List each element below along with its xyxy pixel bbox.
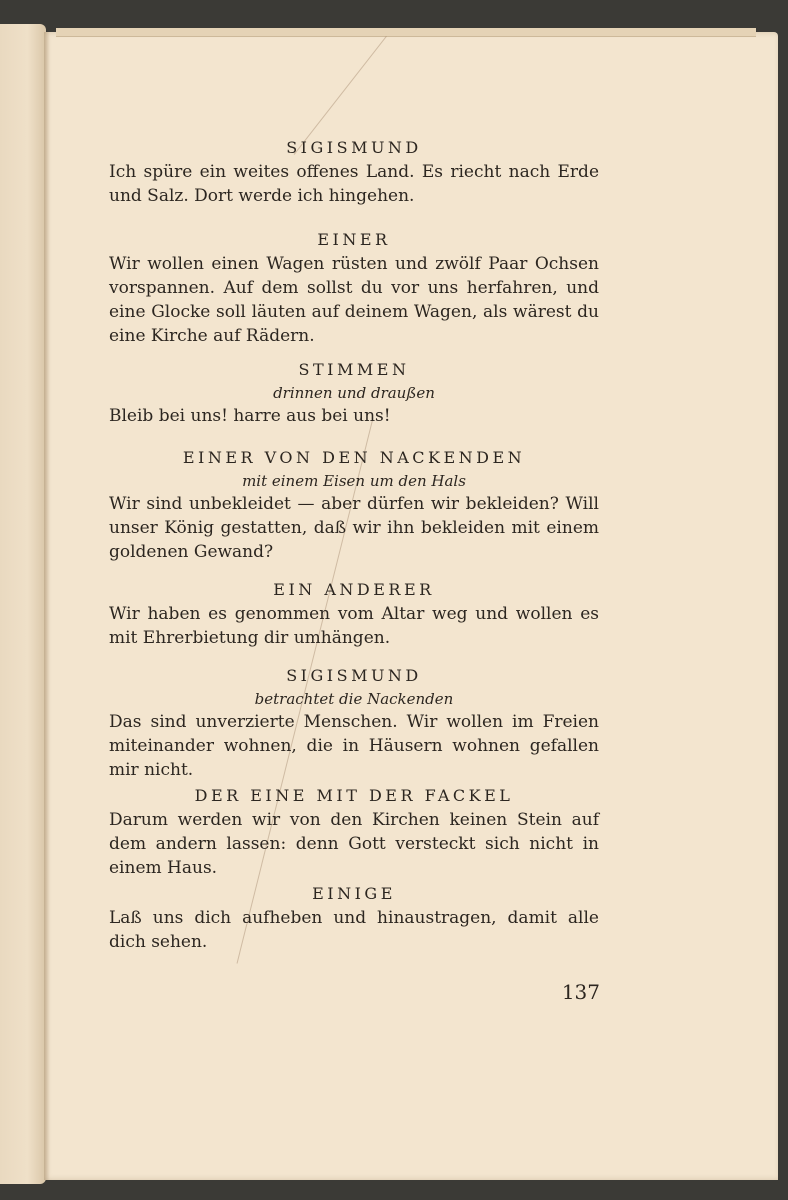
speaker-name: SIGISMUND: [286, 138, 422, 157]
page-fold-shadow: [44, 32, 50, 1180]
stage-direction: mit einem Eisen um den Hals: [242, 472, 466, 490]
left-page-edge: [0, 24, 46, 1184]
speech-text: Ich spüre ein weites offenes Land. Es riecht nach Erde und Salz. Dort werde ich hingehen.: [109, 162, 599, 206]
speech-text: Wir wollen einen Wagen rüsten und zwölf Paar Ochsen vorspannen. Auf dem sollst du vor uns herfahren, und eine Glocke soll läuten auf deinem Wagen, als wärest du eine Kirche auf Rädern.: [109, 254, 599, 346]
speech-text: Das sind unverzierte Menschen. Wir wollen im Freien miteinander wohnen, die in Häusern wohnen gefallen mir nicht.: [109, 712, 599, 780]
speaker-name: SIGISMUND: [286, 666, 422, 685]
speech-text: Wir sind unbekleidet — aber dürfen wir bekleiden? Will unser König gestatten, daß wir ihn bekleiden mit einem goldenen Gewand?: [109, 494, 599, 562]
speaker-name: STIMMEN: [298, 360, 410, 379]
speech-text: Wir haben es genommen vom Altar weg und wollen es mit Ehrerbietung dir umhängen.: [109, 604, 599, 648]
speech-text: Darum werden wir von den Kirchen keinen Stein auf dem andern lassen: denn Gott versteckt sich nicht in einem Haus.: [109, 810, 599, 878]
speaker-name: EINIGE: [312, 884, 396, 903]
speaker-name: EINER: [317, 230, 391, 249]
stage-direction: betrachtet die Nackenden: [254, 690, 454, 708]
speaker-name: EINER VON DEN NACKENDEN: [182, 448, 526, 467]
play-text: [109, 136, 599, 954]
stage-direction: drinnen und draußen: [273, 384, 435, 402]
speech-text: Bleib bei uns! harre aus bei uns!: [109, 406, 391, 426]
page-number: 137: [561, 980, 600, 1004]
speaker-name: DER EINE MIT DER FACKEL: [194, 786, 514, 805]
speaker-name: EIN ANDERER: [273, 580, 435, 599]
page-top-edge: [56, 28, 756, 37]
speech-text: Laß uns dich aufheben und hinaustragen, damit alle dich sehen.: [109, 908, 599, 952]
